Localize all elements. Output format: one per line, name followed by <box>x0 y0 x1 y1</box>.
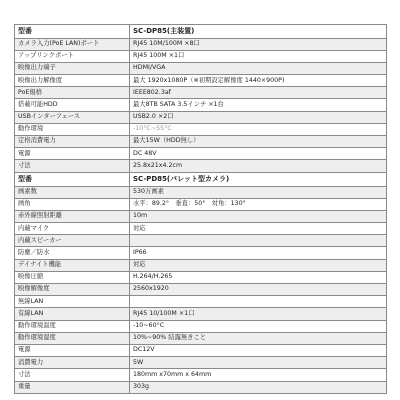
spec-row <box>15 271 387 283</box>
spec-value: 303g <box>130 381 387 393</box>
spec-key: 重量 <box>15 381 130 393</box>
spec-row <box>15 123 387 135</box>
spec-key: 電源 <box>15 344 130 356</box>
spec-key: 内蔵スピーカー <box>15 235 130 247</box>
controller-spec-table <box>14 24 387 173</box>
controller-spec-header-key: 型番 <box>15 25 130 39</box>
spec-key: 搭載可能HDD <box>15 99 130 111</box>
spec-row <box>15 160 387 172</box>
spec-key: アップリンクポート <box>15 50 130 62</box>
spec-key: USBインターフェース <box>15 111 130 123</box>
spec-value: 2560x1920 <box>130 284 387 296</box>
spec-row <box>15 357 387 369</box>
controller-spec-header-row <box>15 25 387 39</box>
spec-key: 動作環境湿度 <box>15 332 130 344</box>
spec-value <box>130 296 387 308</box>
spec-row <box>15 186 387 198</box>
spec-row <box>15 75 387 87</box>
spec-row <box>15 320 387 332</box>
spec-key: 消費電力 <box>15 357 130 369</box>
spec-value: 最大 1920x1080P（※初期設定解像度 1440×900P) <box>130 75 387 87</box>
spec-key: PoE規格 <box>15 87 130 99</box>
spec-row <box>15 148 387 160</box>
spec-key: 電源 <box>15 148 130 160</box>
spec-value: 25.8x21x4.2cm <box>130 160 387 172</box>
spec-row <box>15 296 387 308</box>
spec-value: IEEE802.3af <box>130 87 387 99</box>
camera-spec-header-row <box>15 173 387 187</box>
spec-value: -10~60°C <box>130 320 387 332</box>
spec-row <box>15 332 387 344</box>
spec-value: DC 48V <box>130 148 387 160</box>
spec-value: 対応 <box>130 223 387 235</box>
spec-row <box>15 136 387 148</box>
spec-key: 防塵／防水 <box>15 247 130 259</box>
spec-value: RJ45 10/100M ×1口 <box>130 308 387 320</box>
spec-row <box>15 198 387 210</box>
spec-row <box>15 381 387 393</box>
spec-row <box>15 99 387 111</box>
camera-spec-header-value: SC-PD85(バレット型カメラ) <box>130 173 387 187</box>
spec-row <box>15 284 387 296</box>
spec-key: デイナイト機能 <box>15 259 130 271</box>
spec-key: 寸法 <box>15 160 130 172</box>
spec-key: 映像圧縮 <box>15 271 130 283</box>
spec-value: IP66 <box>130 247 387 259</box>
spec-value: 5W <box>130 357 387 369</box>
spec-row <box>15 111 387 123</box>
spec-key: 赤外線照射距離 <box>15 210 130 222</box>
spec-row <box>15 62 387 74</box>
spec-value: H.264/H.265 <box>130 271 387 283</box>
spec-row <box>15 38 387 50</box>
spec-value: 10%~90% 結露無きこと <box>130 332 387 344</box>
spec-value: -10°C~55°C <box>130 123 387 135</box>
spec-row <box>15 210 387 222</box>
camera-spec-header-key: 型番 <box>15 173 130 187</box>
spec-key: 動作環境温度 <box>15 320 130 332</box>
spec-key: 映像出力解像度 <box>15 75 130 87</box>
spec-value: 水平：89.2° 垂直：50° 対角：130° <box>130 198 387 210</box>
spec-value: RJ45 10M/100M ×8口 <box>130 38 387 50</box>
spec-row <box>15 247 387 259</box>
spec-row <box>15 50 387 62</box>
spec-key: 画素数 <box>15 186 130 198</box>
spec-row <box>15 87 387 99</box>
spec-value: 10m <box>130 210 387 222</box>
spec-key: 内蔵マイク <box>15 223 130 235</box>
spec-row <box>15 259 387 271</box>
spec-value: 最大8TB SATA 3.5インチ ×1台 <box>130 99 387 111</box>
camera-spec-table <box>14 172 387 394</box>
spec-value: RJ45 100M ×1口 <box>130 50 387 62</box>
spec-value: 最大15W（HDD無し） <box>130 136 387 148</box>
spec-key: カメラ入力(PoE LAN)ポート <box>15 38 130 50</box>
spec-row <box>15 223 387 235</box>
spec-key: 有線LAN <box>15 308 130 320</box>
spec-row <box>15 235 387 247</box>
spec-row <box>15 308 387 320</box>
spec-value: 180mm x70mm x 64mm <box>130 369 387 381</box>
spec-value <box>130 235 387 247</box>
spec-key: 映像出力端子 <box>15 62 130 74</box>
spec-value: USB2.0 ×2口 <box>130 111 387 123</box>
spec-value: DC12V <box>130 344 387 356</box>
spec-value: 対応 <box>130 259 387 271</box>
spec-value: 530万画素 <box>130 186 387 198</box>
spec-key: 画角 <box>15 198 130 210</box>
spec-key: 寸法 <box>15 369 130 381</box>
spec-key: 定格消費電力 <box>15 136 130 148</box>
spec-row <box>15 369 387 381</box>
controller-spec-header-value: SC-DP85(主装置) <box>130 25 387 39</box>
spec-key: 映像解像度 <box>15 284 130 296</box>
spec-key: 無線LAN <box>15 296 130 308</box>
spec-value: HDMI/VGA <box>130 62 387 74</box>
spec-row <box>15 344 387 356</box>
spec-key: 動作環境 <box>15 123 130 135</box>
